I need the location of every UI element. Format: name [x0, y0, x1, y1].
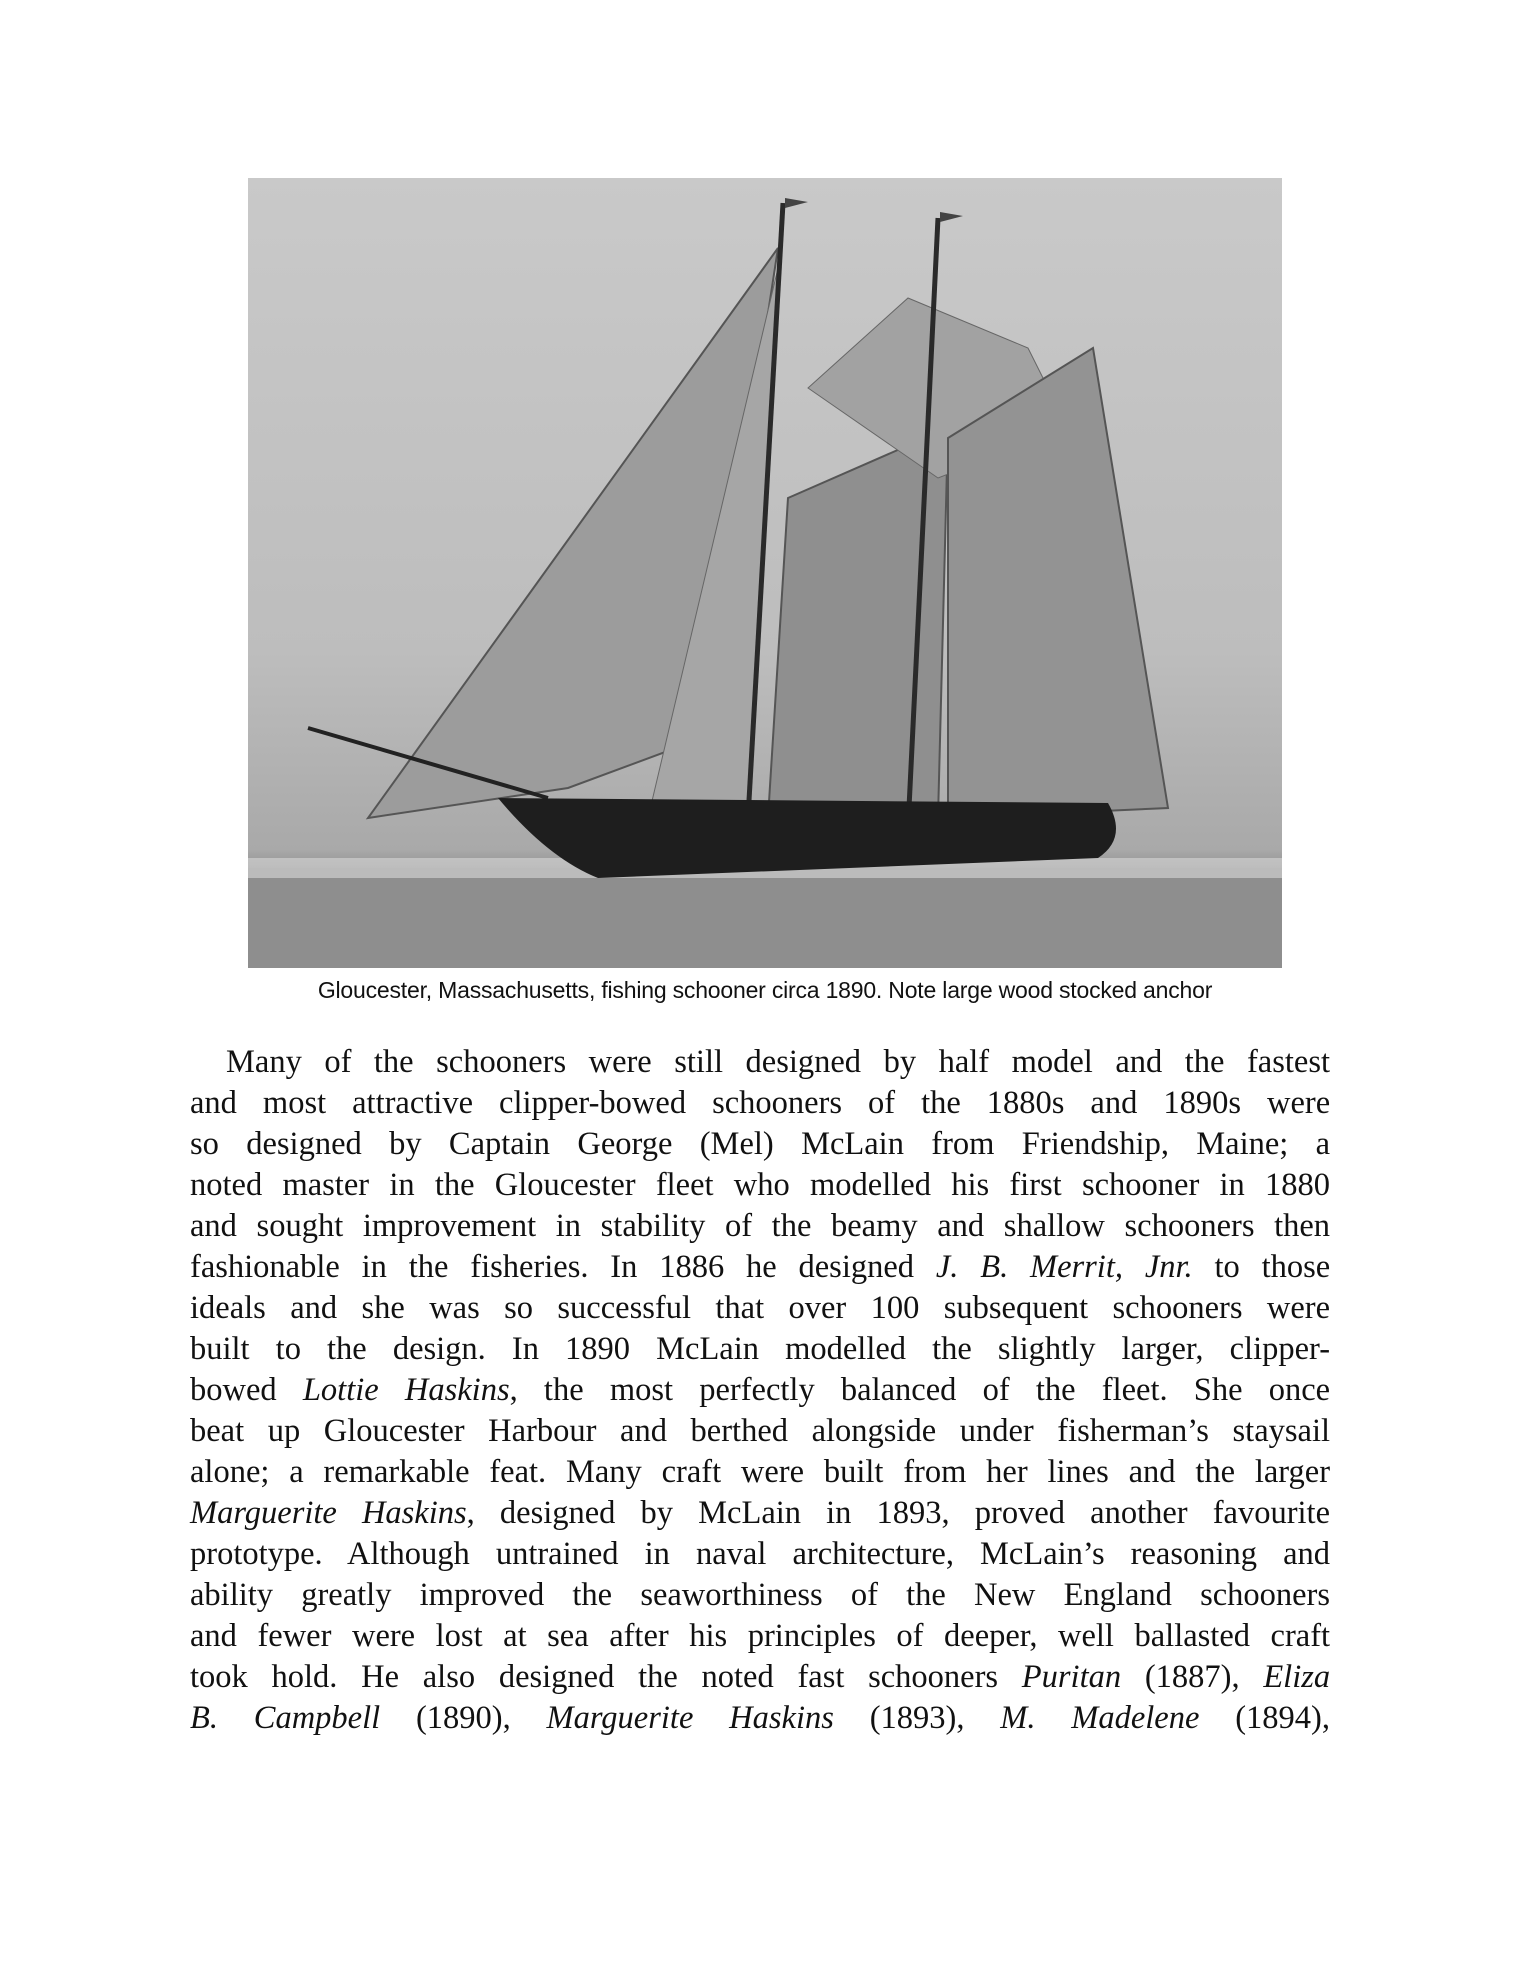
word: lines [1047, 1454, 1109, 1490]
word: schooners [712, 1085, 843, 1121]
word: then [1274, 1208, 1331, 1244]
word: in [1219, 1167, 1245, 1203]
word: under [959, 1413, 1034, 1449]
body-paragraph [190, 1042, 1330, 1739]
word: Captain [448, 1126, 551, 1162]
word: He [361, 1659, 400, 1695]
word: of [324, 1044, 352, 1080]
word: reasoning [1130, 1536, 1258, 1572]
word: and [290, 1290, 338, 1326]
word: schooners [1124, 1208, 1255, 1244]
word: attractive [352, 1085, 474, 1121]
word: took [190, 1659, 248, 1695]
word: the [932, 1331, 972, 1367]
word: New [974, 1577, 1036, 1613]
word: larger, [1121, 1331, 1204, 1367]
word: were [351, 1618, 416, 1654]
word: schooners [1200, 1577, 1331, 1613]
word: in [555, 1208, 582, 1244]
word: and [190, 1618, 237, 1654]
word: schooner [1081, 1167, 1200, 1203]
word: over [788, 1290, 847, 1326]
italic-ship-name: Haskins [729, 1700, 834, 1736]
word: model [1011, 1044, 1093, 1080]
word: fleet. [1101, 1372, 1168, 1408]
word: alone; [190, 1454, 270, 1490]
word: 1890 [565, 1331, 631, 1367]
word: favourite [1212, 1495, 1331, 1531]
word: Although [346, 1536, 470, 1572]
word: larger [1254, 1454, 1331, 1490]
word: Maine; [1196, 1126, 1289, 1162]
word: sea [547, 1618, 589, 1654]
text-line [190, 1042, 1330, 1083]
word: the [543, 1372, 584, 1408]
text-line [190, 1657, 1330, 1698]
word: (1887), [1144, 1659, 1240, 1695]
word: noted [190, 1167, 263, 1203]
word: in [644, 1536, 670, 1572]
word: Gloucester [323, 1413, 465, 1449]
word: England [1063, 1577, 1172, 1613]
word: staysail [1232, 1413, 1330, 1449]
word: successful [557, 1290, 691, 1326]
text-line [190, 1165, 1330, 1206]
word: design. [392, 1331, 486, 1367]
text-line [190, 1493, 1330, 1534]
figure-caption: Gloucester, Massachusetts, fishing schooner circa 1890. Note large wood stocked anchor [317, 977, 1213, 1003]
word: prototype. [190, 1536, 323, 1572]
word: principles [747, 1618, 876, 1654]
schooner-photo [248, 178, 1282, 968]
word: and [1128, 1454, 1176, 1490]
word: lost [435, 1618, 483, 1654]
word: and [1090, 1085, 1138, 1121]
word: schooners [868, 1659, 999, 1695]
word: architecture, [792, 1536, 954, 1572]
word: noted [701, 1659, 774, 1695]
text-line [190, 1534, 1330, 1575]
word: clipper- [1229, 1331, 1331, 1367]
word: were [740, 1454, 805, 1490]
word: the [408, 1249, 449, 1285]
word: the [1035, 1372, 1076, 1408]
word: balanced [840, 1372, 957, 1408]
word: the [327, 1331, 367, 1367]
text-line [190, 1370, 1330, 1411]
word: designed [498, 1659, 615, 1695]
word: the [921, 1085, 961, 1121]
word: a [1315, 1126, 1331, 1162]
word: stability [600, 1208, 706, 1244]
word: first [1009, 1167, 1062, 1203]
word: feat. [489, 1454, 547, 1490]
word: clipper-bowed [499, 1085, 687, 1121]
word: and [620, 1413, 667, 1449]
word: he [746, 1249, 777, 1285]
word: to [1214, 1249, 1240, 1285]
word: the [771, 1208, 812, 1244]
word: In [511, 1331, 539, 1367]
italic-ship-name: Jnr. [1144, 1249, 1193, 1285]
word: the [1195, 1454, 1236, 1490]
word: those [1261, 1249, 1331, 1285]
word: bowed [190, 1372, 277, 1408]
word: her [986, 1454, 1028, 1490]
italic-ship-name: B. [190, 1700, 218, 1736]
word: seaworthiness [640, 1577, 823, 1613]
schooner-illustration [248, 178, 1282, 968]
word: , [466, 1495, 475, 1531]
word: fisheries. [470, 1249, 589, 1285]
text-line [190, 1247, 1330, 1288]
word: of [868, 1085, 896, 1121]
word: berthed [690, 1413, 788, 1449]
italic-ship-name: Madelene [1071, 1700, 1200, 1736]
word: Harbour [488, 1413, 597, 1449]
word: still [674, 1044, 724, 1080]
word: in [361, 1249, 387, 1285]
word: the [373, 1044, 414, 1080]
word: by [640, 1495, 674, 1531]
word: after [609, 1618, 669, 1654]
word: shallow [1003, 1208, 1105, 1244]
word: the [906, 1577, 946, 1613]
word: master [282, 1167, 370, 1203]
italic-ship-name: B. [980, 1249, 1009, 1285]
word: were [1266, 1085, 1331, 1121]
word: perfectly [699, 1372, 815, 1408]
word: 1893, [876, 1495, 950, 1531]
word: fastest [1246, 1044, 1331, 1080]
word: modelled [785, 1331, 907, 1367]
word: , [509, 1372, 518, 1408]
italic-ship-name: Haskins [404, 1372, 510, 1408]
text-line [190, 1124, 1330, 1165]
word: once [1268, 1372, 1331, 1408]
word: from [903, 1454, 967, 1490]
word: McLain [801, 1126, 904, 1162]
word: that [715, 1290, 765, 1326]
italic-ship-name: Marguerite [190, 1495, 337, 1531]
word: so [190, 1126, 219, 1162]
word: designed [499, 1495, 616, 1531]
italic-ship-name: J. [935, 1249, 959, 1285]
word: and [1283, 1536, 1331, 1572]
word: alongside [811, 1413, 937, 1449]
word: most [262, 1085, 327, 1121]
word: fisherman’s [1057, 1413, 1209, 1449]
word: modelled [810, 1167, 931, 1203]
word: Gloucester [494, 1167, 636, 1203]
word: were [1266, 1290, 1331, 1326]
word: most [609, 1372, 674, 1408]
word: so [504, 1290, 534, 1326]
word: ability [190, 1577, 274, 1613]
word: (1894), [1235, 1700, 1330, 1736]
word: of [724, 1208, 753, 1244]
word: designed [798, 1249, 915, 1285]
italic-ship-name: Eliza [1263, 1659, 1331, 1695]
word: schooners [436, 1044, 567, 1080]
word: of [896, 1618, 924, 1654]
word: (1893), [869, 1700, 965, 1736]
word: Many [565, 1454, 642, 1490]
word: 1880s [986, 1085, 1065, 1121]
word: well [1057, 1618, 1114, 1654]
word: beamy [831, 1208, 918, 1244]
word: In [610, 1249, 638, 1285]
word: fewer [257, 1618, 332, 1654]
word: (Mel) [699, 1126, 774, 1162]
text-line [190, 1288, 1330, 1329]
word: of [982, 1372, 1010, 1408]
word: and [190, 1085, 237, 1121]
word: at [503, 1618, 527, 1654]
word: (1890), [415, 1700, 511, 1736]
word: Friendship, [1021, 1126, 1169, 1162]
italic-ship-name: Marguerite [546, 1700, 694, 1736]
word: by [389, 1126, 422, 1162]
word: another [1090, 1495, 1188, 1531]
word: remarkable [323, 1454, 470, 1490]
word: were [588, 1044, 652, 1080]
word: fashionable [190, 1249, 340, 1285]
word: craft [661, 1454, 722, 1490]
word: improvement [362, 1208, 537, 1244]
word: the [572, 1577, 613, 1613]
word: a [289, 1454, 304, 1490]
word: slightly [997, 1331, 1096, 1367]
word: to [275, 1331, 301, 1367]
text-line [190, 1411, 1330, 1452]
word: of [850, 1577, 878, 1613]
word: hold. [271, 1659, 338, 1695]
word: in [826, 1495, 852, 1531]
word: 100 [870, 1290, 920, 1326]
text-line [190, 1206, 1330, 1247]
text-line [190, 1083, 1330, 1124]
word: from [931, 1126, 995, 1162]
word: McLain [656, 1331, 760, 1367]
word: also [422, 1659, 476, 1695]
text-line [190, 1329, 1330, 1370]
word: fast [797, 1659, 845, 1695]
word: George [577, 1126, 673, 1162]
italic-ship-name: Merrit, [1030, 1249, 1123, 1285]
word: sought [256, 1208, 344, 1244]
word: 1880 [1265, 1167, 1331, 1203]
italic-ship-name: Puritan [1021, 1659, 1122, 1695]
word: ballasted [1134, 1618, 1250, 1654]
word: McLain [698, 1495, 802, 1531]
word: naval [696, 1536, 767, 1572]
word: the [1184, 1044, 1225, 1080]
text-line [190, 1452, 1330, 1493]
word: who [733, 1167, 790, 1203]
italic-ship-name: Campbell [253, 1700, 381, 1736]
word: up [267, 1413, 301, 1449]
word: designed [745, 1044, 862, 1080]
word: schooners [1112, 1290, 1243, 1326]
word: designed [246, 1126, 362, 1162]
word: the [434, 1167, 475, 1203]
word: ideals [190, 1290, 266, 1326]
word: greatly [301, 1577, 392, 1613]
word: and [190, 1208, 237, 1244]
word: improved [419, 1577, 545, 1613]
text-line [190, 1616, 1330, 1657]
word: built [823, 1454, 884, 1490]
word: she [361, 1290, 405, 1326]
word: deeper, [944, 1618, 1038, 1654]
word: and [1115, 1044, 1163, 1080]
word: and [937, 1208, 985, 1244]
word: by [883, 1044, 917, 1080]
word: craft [1270, 1618, 1331, 1654]
word: beat [190, 1413, 245, 1449]
word: Many [226, 1044, 302, 1080]
italic-ship-name: Lottie [302, 1372, 379, 1408]
word: built [190, 1331, 250, 1367]
word: his [951, 1167, 990, 1203]
text-line [190, 1575, 1330, 1616]
italic-ship-name: M. [1000, 1700, 1036, 1736]
word: fleet [655, 1167, 714, 1203]
word: subsequent [943, 1290, 1089, 1326]
word: in [389, 1167, 415, 1203]
word: McLain’s [980, 1536, 1105, 1572]
word: She [1193, 1372, 1243, 1408]
text-line [190, 1698, 1330, 1739]
italic-ship-name: Haskins [361, 1495, 467, 1531]
word: 1890s [1163, 1085, 1241, 1121]
word: his [689, 1618, 728, 1654]
word: half [938, 1044, 990, 1080]
word: was [429, 1290, 480, 1326]
word: 1886 [659, 1249, 725, 1285]
word: proved [974, 1495, 1066, 1531]
word: untrained [495, 1536, 619, 1572]
word: the [638, 1659, 678, 1695]
